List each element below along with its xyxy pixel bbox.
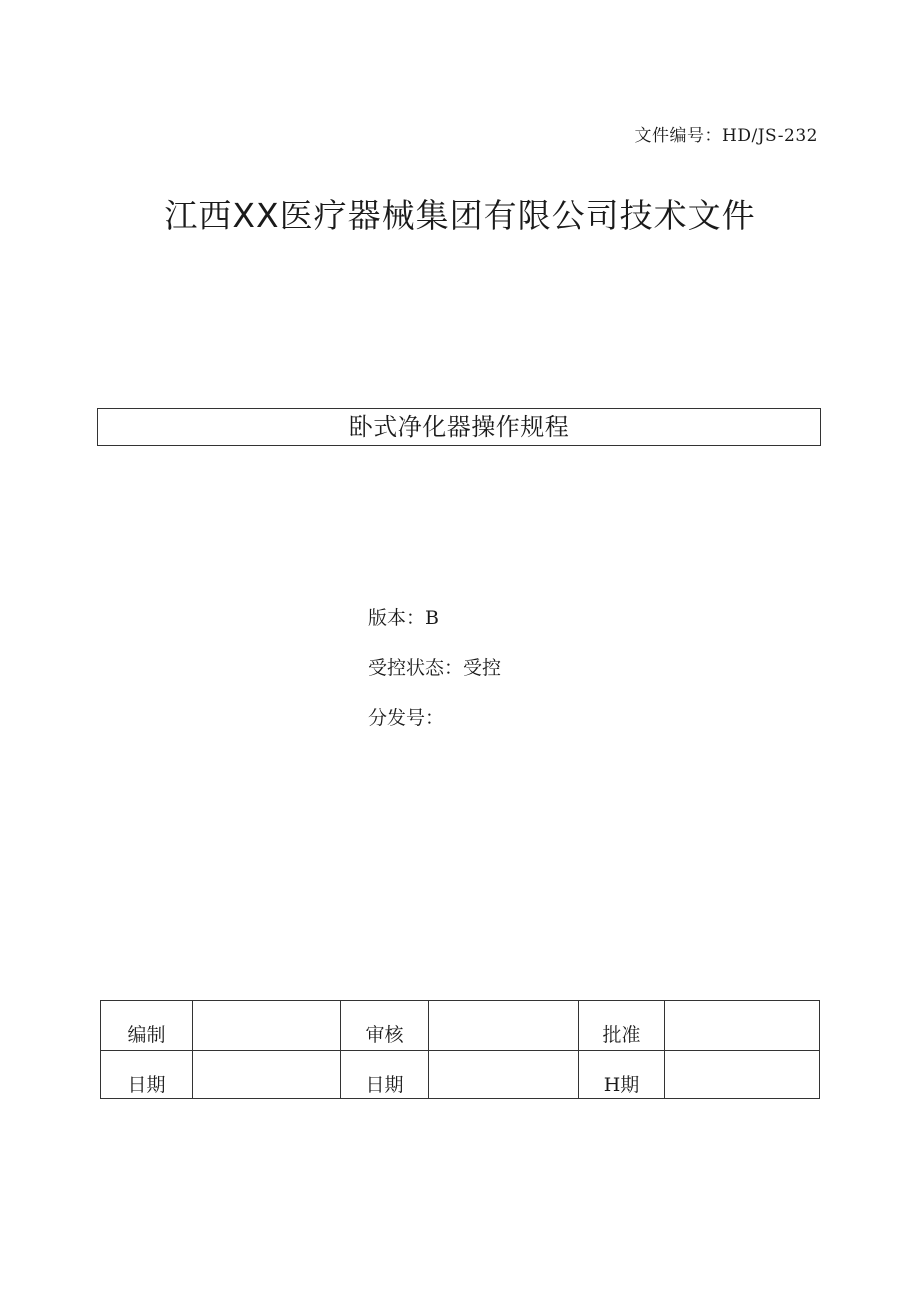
- distribution-number-line: 分发号：: [368, 707, 445, 729]
- approved-date-label: H期: [579, 1051, 665, 1099]
- compiled-date-value: [193, 1051, 341, 1099]
- company-title: 江西XX医疗器械集团有限公司技术文件: [164, 196, 756, 235]
- document-title: 卧式净化器操作规程: [348, 413, 570, 441]
- reviewed-date-value: [429, 1051, 579, 1099]
- approved-date-value: [665, 1051, 820, 1099]
- document-number: 文件编号：HD/JS-232: [634, 126, 818, 146]
- table-row: [101, 1051, 820, 1099]
- reviewed-date-label: 日期: [341, 1051, 429, 1099]
- approved-by-label: 批准: [579, 1001, 665, 1051]
- reviewed-by-label: 审核: [341, 1001, 429, 1051]
- version-line: 版本：B: [368, 607, 439, 629]
- compiled-by-value: [193, 1001, 341, 1051]
- compiled-date-label: 日期: [101, 1051, 193, 1099]
- control-status-line: 受控状态：受控: [368, 657, 502, 679]
- signature-table: [100, 1000, 820, 1099]
- reviewed-by-value: [429, 1001, 579, 1051]
- approved-by-value: [665, 1001, 820, 1051]
- document-title-box: [97, 408, 821, 446]
- table-row: [101, 1001, 820, 1051]
- compiled-by-label: 编制: [101, 1001, 193, 1051]
